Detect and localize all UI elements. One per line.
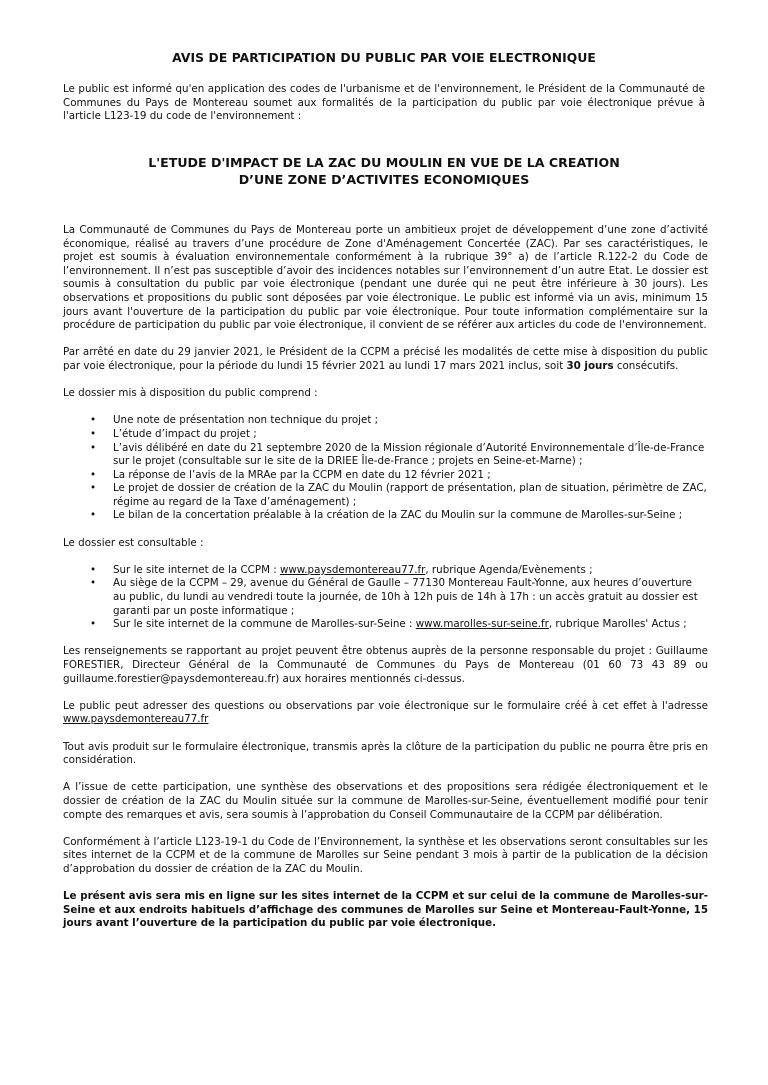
contact-paragraph: Les renseignements se rapportant au projet peuvent être obtenus auprès de la personne responsable du projet : Guillaume FORESTIER, Directeur Général de la Communauté de Communes du Pays de Montereau (01 60 73 43 89 ou guillaume.forestier@paysdemontereau.fr) aux horaires mentionnés ci-dessus. <box>63 645 708 685</box>
list-item: • Une note de présentation non technique du projet ; <box>113 414 708 428</box>
list-item: • Le bilan de la concertation préalable à la création de la ZAC du Moulin sur la commune de Marolles-sur-Seine ; <box>113 509 708 523</box>
notice-body <box>63 224 708 944</box>
subtitle-line-1: L'ETUDE D'IMPACT DE LA ZAC DU MOULIN EN VUE DE LA CREATION <box>148 155 620 170</box>
synthesis-paragraph: A l’issue de cette participation, une synthèse des observations et des propositions sera rédigée électroniquement et le dossier de création de la ZAC du Moulin située sur la commune de Marolles-sur-Seine, éventuellement modifié pour tenir compte des remarques et avis, sera soumis à l’approbation du Conseil Communautaire de la CCPM par délibération. <box>63 781 708 821</box>
project-description-paragraph: La Communauté de Communes du Pays de Montereau porte un ambitieux projet de développement d’une zone d’activité économique, réalisé au travers d’une procédure de Zone d'Aménagement Concertée (ZAC). Par ses caractéristiques, le projet est soumis à évaluation environnementale conformément à la rubrique 39° a) de l’article R.122-2 du Code de l’environnement. Il n’est pas susceptible d’avoir des incidences notables sur l’environnement d’un autre Etat. Le dossier est soumis à consultation du public par voie électronique (pendant une durée qui ne peut être inférieure à 30 jours). Les observations et propositions du public sont déposées par voie électronique. Le public est informé via un avis, minimum 15 jours avant l'ouverture de la participation du public par voie électronique. Pour toute information complémentaire sur la procédure de participation du public par voie électronique, il convient de se référer aux articles du code de l'environnement. <box>63 224 708 332</box>
list-item-text: Sur le site internet de la commune de Marolles-sur-Seine : <box>113 618 416 631</box>
dossier-intro: Le dossier mis à disposition du public comprend : <box>63 387 318 400</box>
list-item <box>113 618 708 632</box>
consult-list <box>63 564 708 632</box>
intro-paragraph: Le public est informé qu'en application des codes de l'urbanisme et de l'environnement, le Président de la Communauté de Communes du Pays de Montereau soumet aux formalités de la participation du public par voie électronique prévue à l'article L123-19 du code de l'environnement : <box>63 83 705 123</box>
list-item-text: , rubrique Agenda/Evènements ; <box>425 563 593 576</box>
notice-title: AVIS DE PARTICIPATION DU PUBLIC PAR VOIE ELECTRONIQUE <box>172 51 596 65</box>
subtitle-line-2: D’UNE ZONE D’ACTIVITES ECONOMIQUES <box>238 172 530 187</box>
dossier-list <box>63 414 708 523</box>
list-item <box>113 564 708 578</box>
consult-intro: Le dossier est consultable : <box>63 536 204 549</box>
list-item: • L’étude d’impact du projet ; <box>113 428 708 442</box>
form-text: Le public peut adresser des questions ou observations par voie électronique sur le formulaire créé à cet effet à l'adresse <box>63 699 708 712</box>
list-item: • La réponse de l’avis de la MRAe par la CCPM en date du 12 février 2021 ; <box>113 469 708 483</box>
decree-paragraph <box>63 346 708 373</box>
article-paragraph: Conformément à l’article L123-19-1 du Code de l’Environnement, la synthèse et les observations seront consultables sur les sites internet de la CCPM et de la commune de Marolles sur Seine pendant 3 mois à partir de la publication de la décision d’approbation du dossier de création de la ZAC du Moulin. <box>63 835 708 875</box>
list-item: • Au siège de la CCPM – 29, avenue du Général de Gaulle – 77130 Montereau Fault-Yonne, aux heures d’ouverture au public, du lundi au vendredi toute la journée, de 10h à 12h puis de 14h à 17h : un accès gratuit au dossier est garanti par un poste informatique ; <box>113 577 708 618</box>
list-item: • L’avis délibéré en date du 21 septembre 2020 de la Mission régionale d’Autorité Environnementale d’Île-de-France sur le projet (consultable sur le site de la DRIEE Île-de-France ; projets en Seine-et-Marne) ; <box>113 442 708 469</box>
list-item-text: Sur le site internet de la CCPM : <box>113 563 280 576</box>
list-item-text: , rubrique Marolles' Actus ; <box>548 618 687 631</box>
project-subtitle <box>63 154 705 188</box>
late-submission-paragraph: Tout avis produit sur le formulaire électronique, transmis après la clôture de la participation du public ne pourra être pris en considération. <box>63 740 708 767</box>
intro-section <box>63 83 705 137</box>
decree-text: Par arrêté en date du 29 janvier 2021, le Président de la CCPM a précisé les modalités de cette mise à disposition du public par voie électronique, pour la période du lundi 15 février 2021 au lundi 17 mars 2021 inclus, soit <box>63 346 708 372</box>
marolles-website-link[interactable]: www.marolles-sur-seine.fr <box>415 618 549 631</box>
list-item: • Le projet de dossier de création de la ZAC du Moulin (rapport de présentation, plan de situation, périmètre de ZAC, régime au regard de la Taxe d’aménagement) ; <box>113 482 708 509</box>
decree-tail: consécutifs. <box>613 359 679 372</box>
duration-days: 30 jours <box>566 359 614 372</box>
form-paragraph <box>63 700 708 727</box>
form-website-link[interactable]: www.paysdemontereau77.fr <box>63 713 209 726</box>
closing-paragraph: Le présent avis sera mis en ligne sur les sites internet de la CCPM et sur celui de la commune de Marolles-sur-Seine et aux endroits habituels d’affichage des communes de Marolles sur Seine et Montereau-Fault-Yonne, 15 jours avant l’ouverture de la participation du public par voie électronique. <box>63 890 708 930</box>
ccpm-website-link[interactable]: www.paysdemontereau77.fr <box>279 563 426 576</box>
